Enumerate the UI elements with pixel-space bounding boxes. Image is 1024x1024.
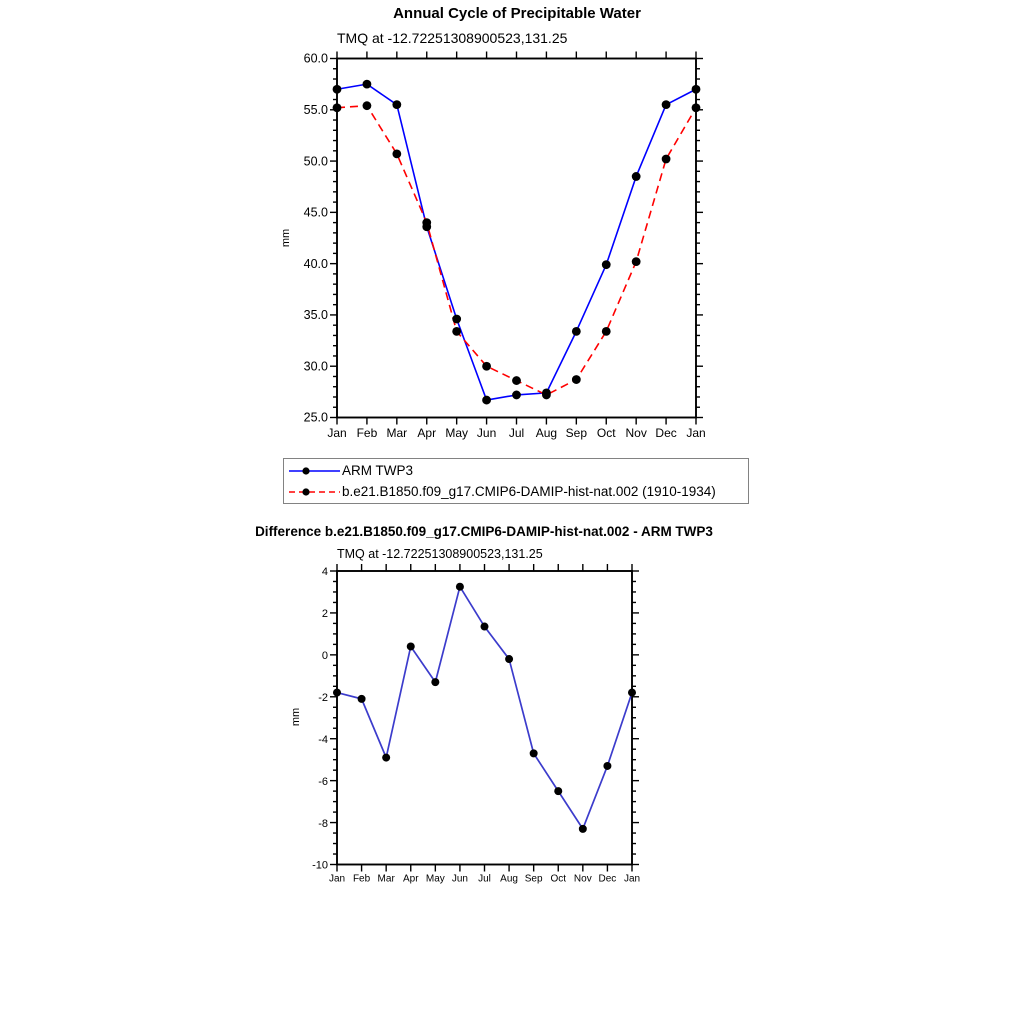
x-tick-label: Mar bbox=[386, 426, 408, 440]
data-point-marker bbox=[407, 642, 415, 650]
x-tick-label: Jun bbox=[451, 873, 468, 885]
x-tick-label: Oct bbox=[550, 873, 567, 885]
data-point-marker bbox=[482, 396, 491, 405]
legend-label-model: b.e21.B1850.f09_g17.CMIP6-DAMIP-hist-nat.002 (1910-1934) bbox=[342, 484, 716, 499]
data-point-marker bbox=[530, 749, 538, 757]
legend-item-arm-twp3 bbox=[288, 461, 748, 480]
x-tick-label: Jun bbox=[476, 426, 497, 440]
y-tick-label: 4 bbox=[321, 566, 328, 579]
data-point-marker bbox=[662, 100, 671, 109]
y-tick-label: 60.0 bbox=[303, 51, 328, 66]
data-point-marker bbox=[422, 218, 431, 227]
legend-red-dashed-line-sample bbox=[288, 486, 341, 498]
y-tick-label: -8 bbox=[318, 817, 328, 830]
y-tick-label: 55.0 bbox=[303, 102, 328, 117]
x-tick-label: Sep bbox=[524, 873, 543, 885]
data-point-marker bbox=[603, 762, 611, 770]
x-tick-label: May bbox=[425, 873, 445, 885]
x-tick-label: Feb bbox=[356, 426, 378, 440]
legend-marker-dot-icon bbox=[302, 488, 309, 495]
data-point-marker bbox=[542, 391, 551, 400]
legend-marker-dot-icon bbox=[302, 467, 309, 474]
y-tick-label: 30.0 bbox=[303, 359, 328, 374]
x-tick-label: Jan bbox=[328, 873, 346, 885]
data-point-marker bbox=[572, 375, 581, 384]
y-tick-label: -4 bbox=[318, 733, 328, 746]
difference-chart-y-axis-label: mm bbox=[290, 707, 302, 727]
data-point-marker bbox=[602, 260, 611, 269]
x-tick-label: Nov bbox=[625, 426, 647, 440]
data-point-marker bbox=[363, 80, 372, 89]
data-point-marker bbox=[481, 623, 489, 631]
data-point-marker bbox=[572, 327, 581, 336]
top-chart-plot bbox=[304, 52, 706, 441]
x-tick-label: Jan bbox=[686, 426, 706, 440]
data-point-marker bbox=[512, 376, 521, 385]
top-chart-subtitle: TMQ at -12.72251308900523,131.25 bbox=[337, 30, 568, 46]
data-point-marker bbox=[431, 678, 439, 686]
x-tick-label: Jan bbox=[623, 873, 641, 885]
data-point-marker bbox=[505, 655, 513, 663]
x-tick-label: Apr bbox=[402, 873, 419, 885]
x-tick-label: Aug bbox=[500, 873, 518, 885]
data-point-marker bbox=[333, 689, 341, 697]
data-point-marker bbox=[358, 695, 366, 703]
data-point-marker bbox=[628, 689, 636, 697]
data-point-marker bbox=[692, 85, 701, 94]
x-tick-label: Jul bbox=[478, 873, 491, 885]
x-tick-label: Jan bbox=[327, 426, 347, 440]
data-point-marker bbox=[662, 155, 671, 164]
data-point-marker bbox=[382, 754, 390, 762]
y-tick-label: 40.0 bbox=[303, 256, 328, 271]
x-tick-label: Aug bbox=[535, 426, 558, 440]
data-point-marker bbox=[333, 103, 342, 112]
difference-chart-plot bbox=[312, 564, 640, 885]
x-tick-label: Oct bbox=[596, 426, 616, 440]
y-tick-label: -10 bbox=[312, 859, 328, 872]
x-tick-label: Nov bbox=[573, 873, 592, 885]
x-tick-label: Dec bbox=[598, 873, 617, 885]
data-point-marker bbox=[452, 315, 461, 324]
data-point-marker bbox=[482, 362, 491, 371]
data-point-marker bbox=[692, 103, 701, 112]
x-tick-label: Feb bbox=[352, 873, 371, 885]
data-point-marker bbox=[632, 172, 641, 181]
data-point-marker bbox=[602, 327, 611, 336]
plot-frame bbox=[337, 59, 696, 418]
y-tick-label: 2 bbox=[321, 608, 328, 621]
difference-chart-title: Difference b.e21.B1850.f09_g17.CMIP6-DAMIP-hist-nat.002 - ARM TWP3 bbox=[255, 524, 713, 539]
y-tick-label: 0 bbox=[321, 650, 328, 663]
legend-blue-line-sample bbox=[288, 465, 341, 477]
x-tick-label: Apr bbox=[417, 426, 437, 440]
x-tick-label: Mar bbox=[377, 873, 395, 885]
data-point-marker bbox=[579, 825, 587, 833]
x-tick-label: May bbox=[445, 426, 469, 440]
x-tick-label: Jul bbox=[508, 426, 525, 440]
data-point-marker bbox=[363, 101, 372, 110]
data-point-marker bbox=[512, 391, 521, 400]
x-tick-label: Sep bbox=[565, 426, 588, 440]
data-point-marker bbox=[452, 327, 461, 336]
x-tick-label: Dec bbox=[655, 426, 677, 440]
data-point-marker bbox=[392, 149, 401, 158]
legend-item-model bbox=[288, 482, 748, 501]
data-point-marker bbox=[632, 257, 641, 266]
y-tick-label: 35.0 bbox=[303, 308, 328, 323]
y-tick-label: 45.0 bbox=[303, 205, 328, 220]
series-line bbox=[337, 106, 696, 395]
y-tick-label: -6 bbox=[318, 775, 328, 788]
y-tick-label: -2 bbox=[318, 691, 328, 704]
data-point-marker bbox=[456, 583, 464, 591]
difference-chart-subtitle: TMQ at -12.72251308900523,131.25 bbox=[337, 547, 543, 561]
data-point-marker bbox=[333, 85, 342, 94]
top-chart-title: Annual Cycle of Precipitable Water bbox=[393, 5, 641, 22]
plot-frame bbox=[337, 571, 632, 865]
data-point-marker bbox=[554, 787, 562, 795]
top-chart-y-axis-label: mm bbox=[280, 228, 292, 248]
legend-label-arm-twp3: ARM TWP3 bbox=[342, 463, 414, 478]
y-tick-label: 25.0 bbox=[303, 410, 328, 425]
y-tick-label: 50.0 bbox=[303, 154, 328, 169]
data-point-marker bbox=[392, 100, 401, 109]
legend-box bbox=[283, 458, 749, 504]
